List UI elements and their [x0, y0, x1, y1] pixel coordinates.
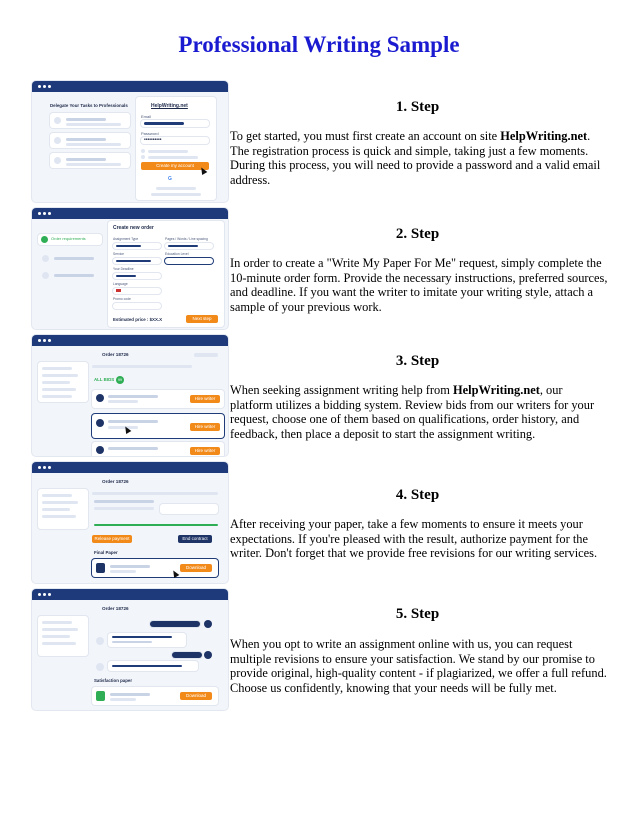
message-input[interactable] — [160, 504, 218, 514]
step-4-title: 4. Step — [395, 487, 440, 503]
field-label: Education Level — [165, 252, 189, 256]
checkbox-icon[interactable] — [141, 149, 145, 153]
step-3-text-bold: HelpWriting.net — [452, 383, 540, 397]
step-3-text — [230, 383, 608, 441]
page-title: Professional Writing Sample — [178, 32, 460, 57]
field-label: Language — [113, 282, 128, 286]
screenshot-signup — [32, 81, 228, 202]
step-5-text — [230, 637, 608, 695]
release-payment-button[interactable]: Release payment — [92, 535, 132, 543]
chat-bubble — [172, 652, 202, 658]
field-label: Promo code — [113, 297, 131, 301]
bid-card-selected — [92, 414, 224, 438]
step-2-text-a: In order to create a "Write My Paper For Me" request, simply complete the 10-minute order form. Provide the necessary instructions, preferred sources, and deadline. If you want the writer to imitate your writing style, attach a sample of your previous work. — [230, 256, 608, 314]
final-paper-card — [92, 559, 218, 577]
field-label: Assignment Type — [113, 237, 139, 241]
step-1-text-b: . The registration process is quick and simple, taking just a few moments. During this process, you will need to provide a password and a valid email address. — [230, 129, 601, 187]
step-1-title: 1. Step — [395, 99, 440, 115]
sidebar — [38, 616, 88, 656]
download-button[interactable]: Download — [180, 692, 212, 700]
window-bar — [32, 335, 228, 346]
create-account-button[interactable]: Create my account — [141, 162, 209, 170]
step-3-title: 3. Step — [395, 353, 440, 369]
sidebar-item-label: Order requirements — [51, 236, 86, 241]
avatar — [204, 620, 212, 628]
order-heading: Order 18726 — [102, 606, 129, 611]
satisfaction-paper-label: Satisfaction paper — [94, 678, 133, 683]
step-2-text — [230, 256, 608, 314]
password-mask: •••••••••• — [144, 137, 162, 143]
avatar — [96, 663, 104, 671]
document-icon — [96, 691, 105, 701]
avatar — [96, 637, 104, 645]
step-1-text-bold: HelpWriting.net — [500, 129, 588, 143]
step-1-text-a: To get started, you must first create an account on site — [230, 129, 501, 143]
promo-code-input[interactable] — [113, 303, 161, 309]
step-2-title: 2. Step — [395, 226, 440, 242]
order-form-card — [108, 221, 224, 327]
chat-bubble — [108, 633, 186, 647]
pages-select[interactable] — [165, 243, 213, 249]
language-select[interactable] — [113, 288, 161, 294]
chat-bubble — [150, 621, 200, 627]
signup-feature-card — [50, 133, 130, 148]
window-bar — [32, 589, 228, 600]
next-step-button[interactable]: Next step — [186, 315, 218, 323]
bid-card — [92, 390, 224, 408]
email-field[interactable] — [141, 120, 209, 127]
hire-writer-button[interactable]: Hire writer — [190, 395, 220, 403]
signup-form — [136, 97, 216, 200]
window-bar — [32, 462, 228, 473]
field-label: Pages / Words / Line spacing — [165, 237, 208, 241]
password-label: Password — [141, 131, 159, 136]
order-heading: Order 18726 — [102, 352, 129, 357]
document-icon — [96, 563, 105, 573]
order-heading: Order 18726 — [102, 479, 129, 484]
email-label: Email — [141, 114, 152, 119]
avatar — [204, 651, 212, 659]
estimated-price: Estimated price : $XX.X — [113, 317, 163, 322]
sidebar-item-requirements[interactable] — [38, 234, 102, 245]
step-3-text-a: When seeking assignment writing help from — [230, 383, 453, 397]
brand-logo: HelpWriting.net — [151, 103, 188, 109]
signup-heading: Delegate Your Tasks to Professionals — [50, 103, 128, 108]
field-label: Your Deadline — [113, 267, 134, 271]
window-bar — [32, 208, 228, 219]
download-button[interactable]: Download — [180, 564, 212, 572]
satisfaction-paper-card — [92, 687, 218, 705]
window-bar — [32, 81, 228, 92]
step-5-title: 5. Step — [395, 606, 440, 622]
step-4-text — [230, 517, 608, 561]
order-form-heading: Create new order — [113, 225, 154, 231]
screenshot-final-paper — [32, 462, 228, 583]
screenshot-bids — [32, 335, 228, 456]
checkbox-icon[interactable] — [141, 155, 145, 159]
signup-feature-card — [50, 113, 130, 128]
cursor-icon — [171, 569, 180, 578]
hire-writer-button[interactable]: Hire writer — [190, 447, 220, 455]
bid-card — [92, 442, 224, 456]
step-4-text-a: After receiving your paper, take a few moments to ensure it meets your expectations. If you're pleased with the result, authorize payment for the writer. Don't forget that we provide free revisions for our writing services. — [230, 517, 598, 561]
step-3-text-b: , our platform utilizes a bidding system. Review bids from our writers for your request, choose one of them based on qualifications, order history, and feedback, then place a deposit to start the assignment writing. — [230, 383, 595, 441]
google-icon[interactable]: G — [168, 176, 172, 182]
chat-bubble — [108, 661, 198, 671]
end-contract-button[interactable]: End contract — [178, 535, 212, 543]
hire-writer-button[interactable]: Hire writer — [190, 423, 220, 431]
screenshot-revisions — [32, 589, 228, 710]
final-paper-label: Final Paper — [94, 550, 118, 555]
screenshot-order-form — [32, 208, 228, 329]
deadline-field[interactable] — [113, 273, 161, 279]
bids-count-badge: 99 — [116, 376, 124, 384]
sidebar — [38, 362, 88, 402]
sidebar — [38, 489, 88, 529]
signup-feature-card — [50, 153, 130, 168]
field-label: Service — [113, 252, 124, 256]
assignment-type-select[interactable] — [113, 243, 161, 249]
service-select[interactable] — [113, 258, 161, 264]
step-1-text — [230, 129, 608, 187]
education-level-select[interactable] — [165, 258, 213, 264]
password-field[interactable] — [141, 137, 209, 144]
step-5-text-a: When you opt to write an assignment online with us, you can request multiple revisions to ensure your satisfaction. We stand by our promise to provide original, high-quality content - if plagiarized, we offer a full refund. Choose us confidently, knowing that your needs will be fully met. — [230, 637, 607, 695]
bids-label: ALL BIDS — [94, 377, 115, 382]
